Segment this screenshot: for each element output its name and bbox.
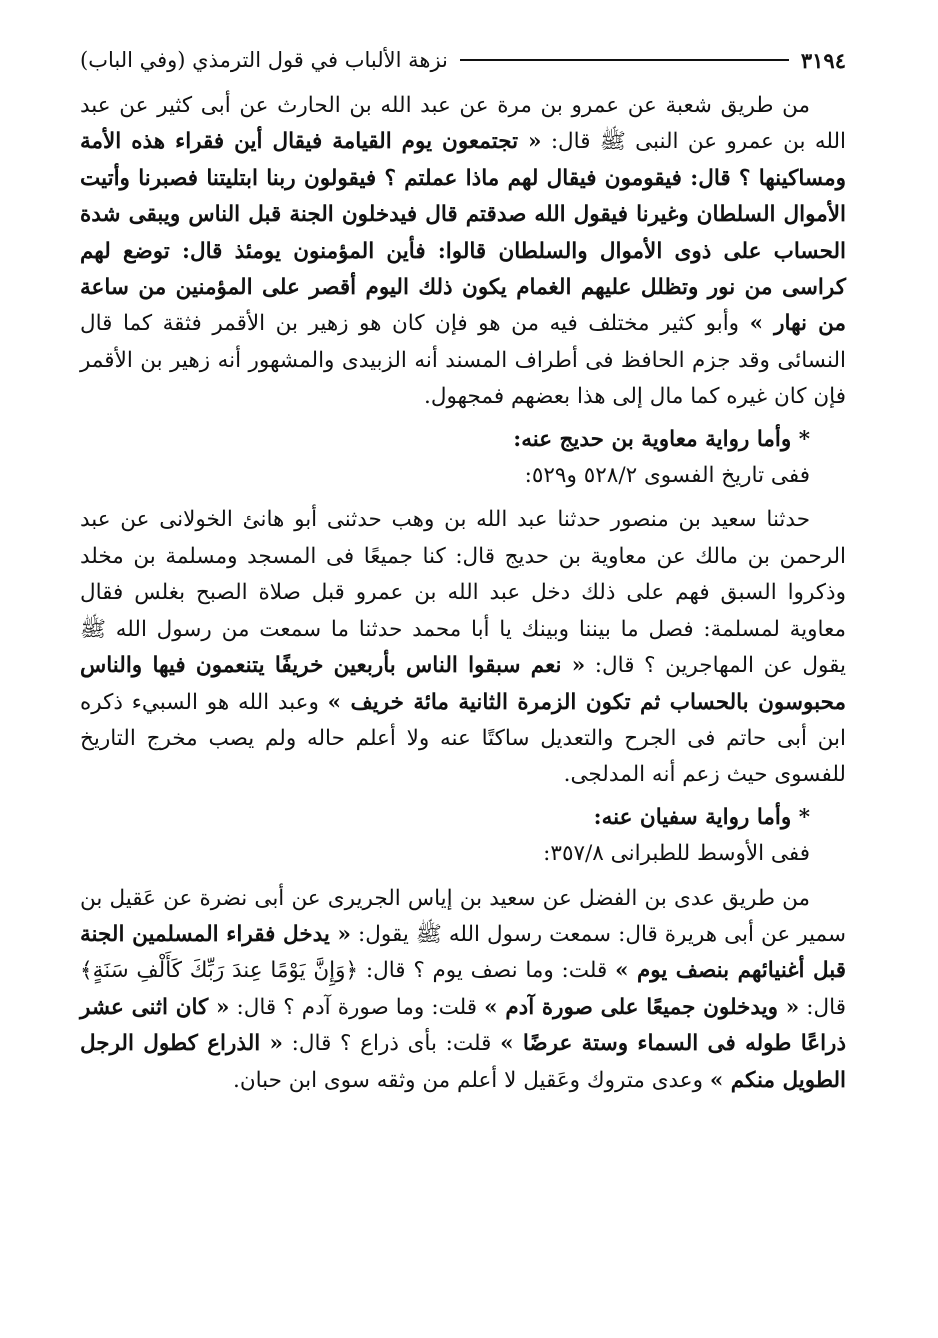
running-header (80, 40, 846, 80)
page-number: ٣١٩٤ (800, 47, 846, 73)
commentary: وأبو كثير مختلف فيه من هو فإن كان هو زهير بن الأقمر فثقة كما قال النسائى وقد جزم الحافظ فى أطراف المسند أنه الزبيدى والمشهور أنه زهير بن الأقمر فإن كان غيره كما مال إلى هذا بعضهم فمجهول. (80, 311, 846, 410)
hadith-text: « يدخل فقراء المسلمين الجنة قبل أغنيائهم بنصف يوم » (80, 921, 846, 984)
header-rule (460, 59, 789, 61)
section-heading-muawiya: * وأما رواية معاوية بن حديج عنه: (513, 426, 810, 452)
dialogue-text: قلت: وما نصف يوم ؟ قال: (358, 958, 616, 984)
narration-chain: حدثنا سعيد بن منصور حدثنا عبد الله بن وهب حدثنى أبو هانئ الخولانى عن عبد الرحمن بن مالك عن معاوية بن حديج قال: كنا جميعًا فى المسجد ومسلمة بن مخلد وذكروا السبق فهم على ذلك دخل عبد الله بن عمرو قبل صلاة الصبح بغلس فقال معاوية لمسلمة: فصل ما بيننا وبينك يا أبا محمد حدثنا ما سمعت من رسول الله ﷺ يقول عن المهاجرين ؟ قال: (80, 507, 846, 679)
hadith-text: « الذراع كطول الرجل الطويل منكم » (80, 1031, 846, 1093)
dialogue-text: قلت: وما صورة آدم ؟ قال: (229, 994, 485, 1020)
hadith-text: « ويدخلون جميعًا على صورة آدم » (484, 994, 800, 1020)
narration-chain: من طريق شعبة عن عمرو بن مرة عن عبد الله بن الحارث عن أبى كثير عن عبد الله بن عمرو عن النبى ﷺ قال: (80, 93, 846, 155)
paragraph-3 (80, 881, 846, 1099)
hadith-text: « كان اثنى عشر ذراعًا طوله فى السماء وستة عرضًا » (80, 994, 847, 1057)
section-heading-sufyan: * وأما رواية سفيان عنه: (593, 804, 810, 830)
hadith-text: « تجتمعون يوم القيامة فيقال أين فقراء هذه الأمة ومساكينها ؟ قال: فيقومون فيقال لهم ماذا عملتم ؟ فيقولون ربنا ابتليتنا فصبرنا وأتيت الأموال السلطان وغيرنا فيقول الله صدقتم قال فيدخلون الجنة قبل الناس ويبقى شدة الحساب على ذوى الأموال والسلطان قالوا: فأين المؤمنون يومئذ قال: توضع لهم كراسى من نور وتظلل عليهم الغمام يكون ذلك اليوم أقصر على المؤمنين من ساعة من نهار » (80, 129, 847, 337)
running-title: نزهة الألباب في قول الترمذي (وفي الباب) (80, 48, 448, 72)
source-reference-tabarani: ففى الأوسط للطبرانى ٣٥٧/٨: (543, 841, 810, 867)
quran-verse: ﴿وَإِنَّ يَوْمًا عِندَ رَبِّكَ كَأَلْفِ سَنَةٍ﴾ (80, 958, 359, 984)
dialogue-text: قلت: بأى ذراع ؟ قال: (283, 1031, 501, 1057)
dialogue-text: قال: (799, 994, 847, 1020)
paragraph-2 (80, 502, 846, 793)
commentary: وعدى متروك وعَقيل لا أعلم من وثقه سوى ابن حبان. (232, 1067, 710, 1093)
hadith-text: « نعم سبقوا الناس بأربعين خريفًا يتنعمون فيها والناس محبوسون بالحساب ثم تكون الزمرة الثانية مائة خريف » (80, 653, 847, 715)
source-reference-fasawi: ففى تاريخ الفسوى ٥٢٨/٢ و٥٢٩: (524, 463, 810, 489)
paragraph-1 (80, 88, 846, 416)
body-text (80, 88, 846, 1099)
narration-chain: من طريق عدى بن الفضل عن سعيد بن إياس الجريرى عن أبى نضرة عن عَقيل بن سمير عن أبى هريرة قال: سمعت رسول الله ﷺ يقول: (80, 885, 846, 947)
commentary: وعبد الله هو السبيء ذكره ابن أبى حاتم فى الجرح والتعديل ساكتًا عنه ولا أعلم حاله ولم يصب مخرج التاريخ للفسوى حيث زعم أنه المدلجى. (80, 689, 846, 788)
